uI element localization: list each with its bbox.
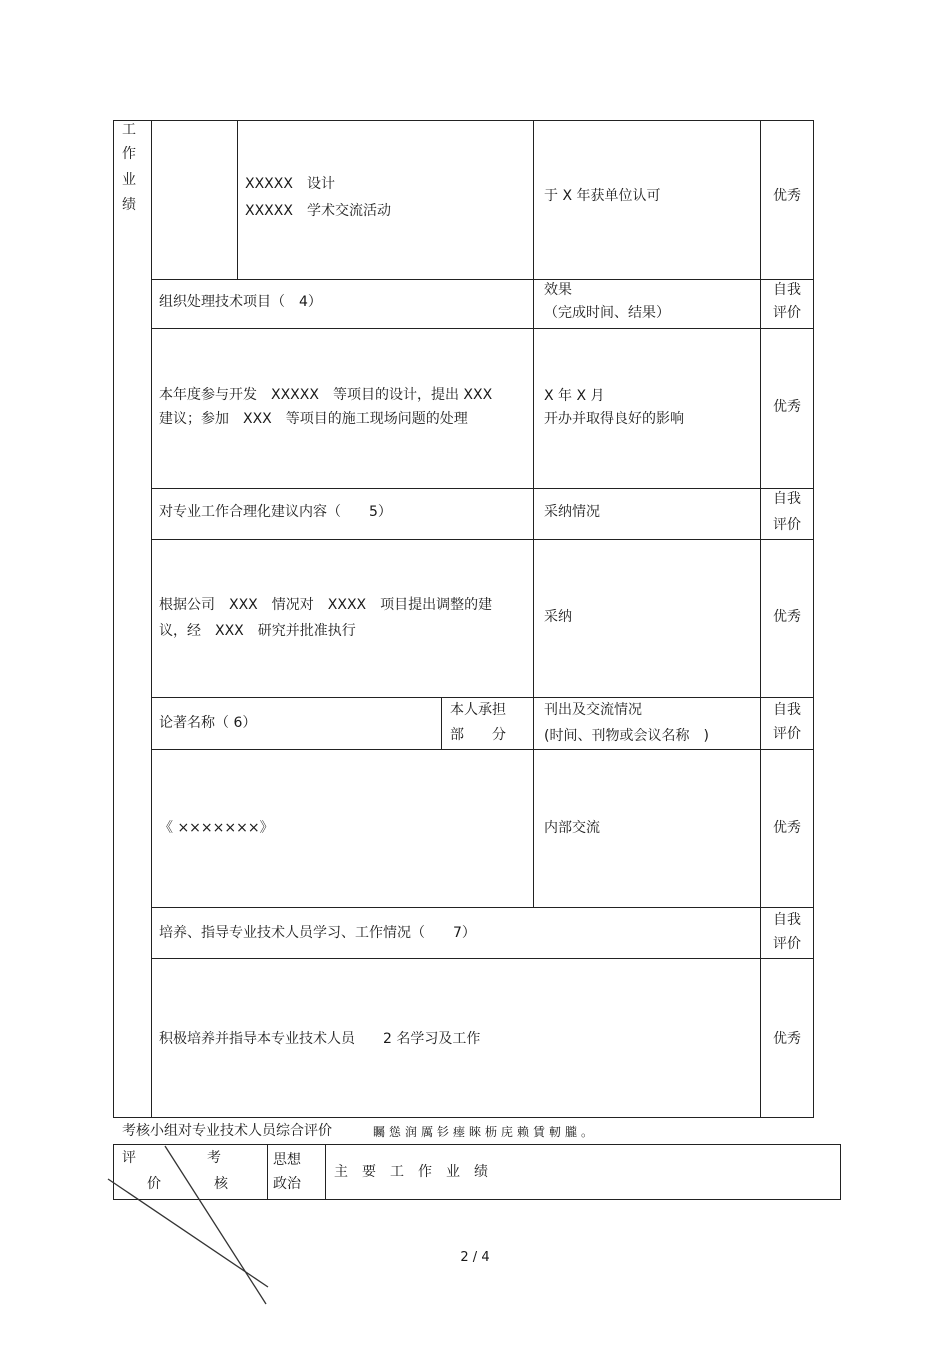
- publication-result: 内部交流: [544, 820, 600, 836]
- political-header-1: 思想: [273, 1152, 301, 1168]
- tech-projects-result-header-2: （完成时间、结果）: [544, 305, 670, 321]
- publication-evaluation: 优秀: [773, 820, 801, 836]
- training-evaluation: 优秀: [773, 1031, 801, 1047]
- publications-result-header-1: 刊出及交流情况: [544, 702, 642, 718]
- tech-projects-result-2: 开办并取得良好的影响: [544, 411, 684, 427]
- tech-projects-result-1: X 年 X 月: [544, 388, 605, 404]
- design-line-2: XXXXX 学术交流活动: [245, 203, 391, 219]
- sidebar-char: 作: [122, 146, 136, 162]
- page-number: 2 / 4: [460, 1250, 490, 1265]
- self-eval-header: 评价: [773, 305, 801, 321]
- main-achievements-header: 主要工作业绩: [334, 1164, 502, 1180]
- tech-projects-title: 组织处理技术项目（ 4）: [159, 294, 322, 310]
- design-line-1: XXXXX 设计: [245, 176, 335, 192]
- training-title: 培养、指导专业技术人员学习、工作情况（ 7）: [159, 925, 476, 941]
- suggestions-title: 对专业工作合理化建议内容（ 5）: [159, 504, 392, 520]
- suggestions-evaluation: 优秀: [773, 609, 801, 625]
- assessment-caption: 考核小组对专业技术人员综合评价: [122, 1123, 332, 1139]
- publications-result-header-2: (时间、刊物或会议名称 ): [544, 728, 709, 744]
- suggestions-result-header: 采纳情况: [544, 504, 600, 520]
- publication-name: 《 ×××××××》: [159, 820, 274, 836]
- corner-label: 评: [122, 1150, 136, 1166]
- design-result: 于 X 年获单位认可: [544, 188, 661, 204]
- self-eval-header: 评价: [773, 936, 801, 952]
- sidebar-char: 工: [122, 122, 136, 138]
- tech-projects-line-1: 本年度参与开发 XXXXX 等项目的设计，提出 XXX: [159, 387, 493, 403]
- suggestions-line-1: 根据公司 XXX 情况对 XXXX 项目提出调整的建: [159, 597, 493, 613]
- sidebar-char: 业: [122, 172, 136, 188]
- publications-share-header-1: 本人承担: [450, 702, 506, 718]
- assessment-garbled-text: 矚慫润厲钐瘗睞枥庑赖賃軔朧。: [373, 1125, 598, 1139]
- corner-label: 考: [207, 1150, 221, 1166]
- self-eval-header: 评价: [773, 517, 801, 533]
- political-header-2: 政治: [273, 1176, 301, 1192]
- tech-projects-result-header-1: 效果: [544, 282, 572, 298]
- suggestions-result: 采纳: [544, 609, 572, 625]
- self-eval-header: 自我: [773, 912, 801, 928]
- publications-title: 论著名称（ 6）: [159, 715, 257, 731]
- corner-label: 核: [214, 1176, 228, 1192]
- publications-share-header-2: 部 分: [450, 727, 506, 743]
- tech-projects-evaluation: 优秀: [773, 399, 801, 415]
- corner-label: 价: [147, 1176, 161, 1192]
- self-eval-header: 自我: [773, 702, 801, 718]
- training-text: 积极培养并指导本专业技术人员 2 名学习及工作: [159, 1031, 481, 1047]
- tech-projects-line-2: 建议；参加 XXX 等项目的施工现场问题的处理: [159, 411, 468, 427]
- suggestions-line-2: 议，经 XXX 研究并批准执行: [159, 623, 356, 639]
- self-eval-header: 评价: [773, 726, 801, 742]
- self-eval-header: 自我: [773, 282, 801, 298]
- sidebar-char: 绩: [122, 197, 136, 213]
- design-evaluation: 优秀: [773, 188, 801, 204]
- self-eval-header: 自我: [773, 491, 801, 507]
